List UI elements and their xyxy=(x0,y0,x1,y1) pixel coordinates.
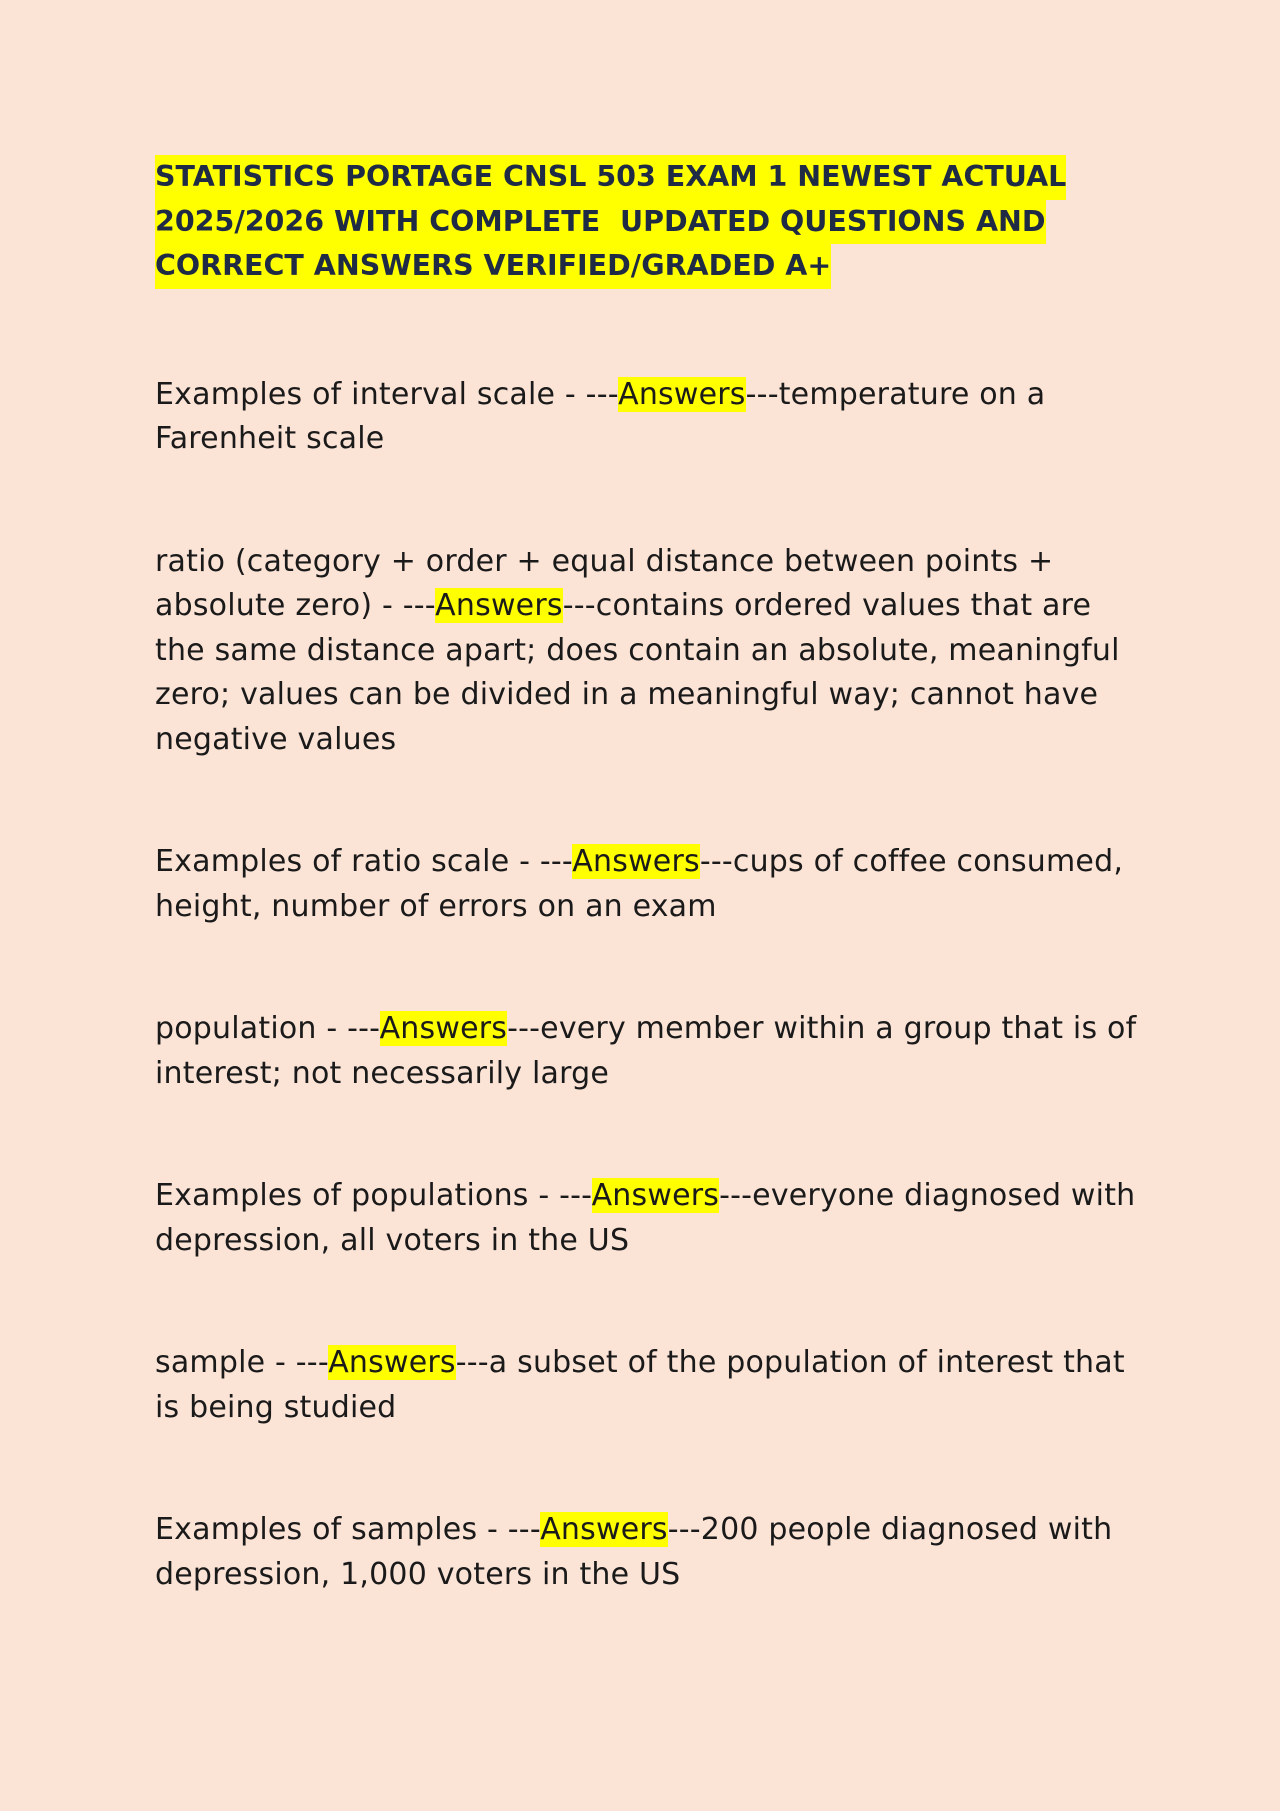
qa-item xyxy=(155,840,1140,929)
answer-text: ---200 people diagnosed with depression, 1,000 voters in the US xyxy=(155,1512,1113,1592)
title-line: 2025/2026 WITH COMPLETE UPDATED QUESTIONS AND xyxy=(155,200,1046,245)
qa-item xyxy=(155,1341,1140,1430)
qa-item xyxy=(155,1174,1140,1263)
question-text: population - --- xyxy=(155,1011,380,1046)
qa-item xyxy=(155,1007,1140,1096)
answer-text: ---every member within a group that is of interest; not necessarily large xyxy=(155,1011,1137,1091)
answer-text: ---everyone diagnosed with depression, all voters in the US xyxy=(155,1178,1136,1258)
answer-text: ---contains ordered values that are the same distance apart; does contain an absolute, meaningful zero; values can be divided in a meaningful way; cannot have negative values xyxy=(155,588,1120,757)
answers-marker: Answers xyxy=(618,376,746,412)
answer-text: ---a subset of the population of interest that is being studied xyxy=(155,1345,1125,1425)
answers-marker: Answers xyxy=(379,1011,508,1046)
question-text: Examples of populations - --- xyxy=(155,1178,592,1213)
answers-marker: Answers xyxy=(328,1345,456,1380)
qa-item xyxy=(155,1508,1140,1597)
question-text: sample - --- xyxy=(155,1345,329,1380)
question-text: Examples of interval scale - --- xyxy=(155,376,619,412)
document-title xyxy=(155,155,1140,289)
title-line: STATISTICS PORTAGE CNSL 503 EXAM 1 NEWEST ACTUAL xyxy=(155,155,1066,200)
question-text: Examples of samples - --- xyxy=(155,1512,541,1547)
title-line: CORRECT ANSWERS VERIFIED/GRADED A+ xyxy=(155,244,831,289)
answers-marker: Answers xyxy=(572,844,700,879)
answers-marker: Answers xyxy=(435,588,563,623)
answers-marker: Answers xyxy=(540,1512,668,1547)
qa-item xyxy=(155,540,1140,763)
question-text: ratio (category + order + equal distance between points + absolute zero) - --- xyxy=(155,543,1054,623)
qa-item xyxy=(155,373,1140,462)
answer-text: ---temperature on a Farenheit scale xyxy=(155,376,1046,456)
answers-marker: Answers xyxy=(591,1178,720,1213)
question-text: Examples of ratio scale - --- xyxy=(155,844,573,879)
answer-text: ---cups of coffee consumed, height, number of errors on an exam xyxy=(155,844,1124,924)
